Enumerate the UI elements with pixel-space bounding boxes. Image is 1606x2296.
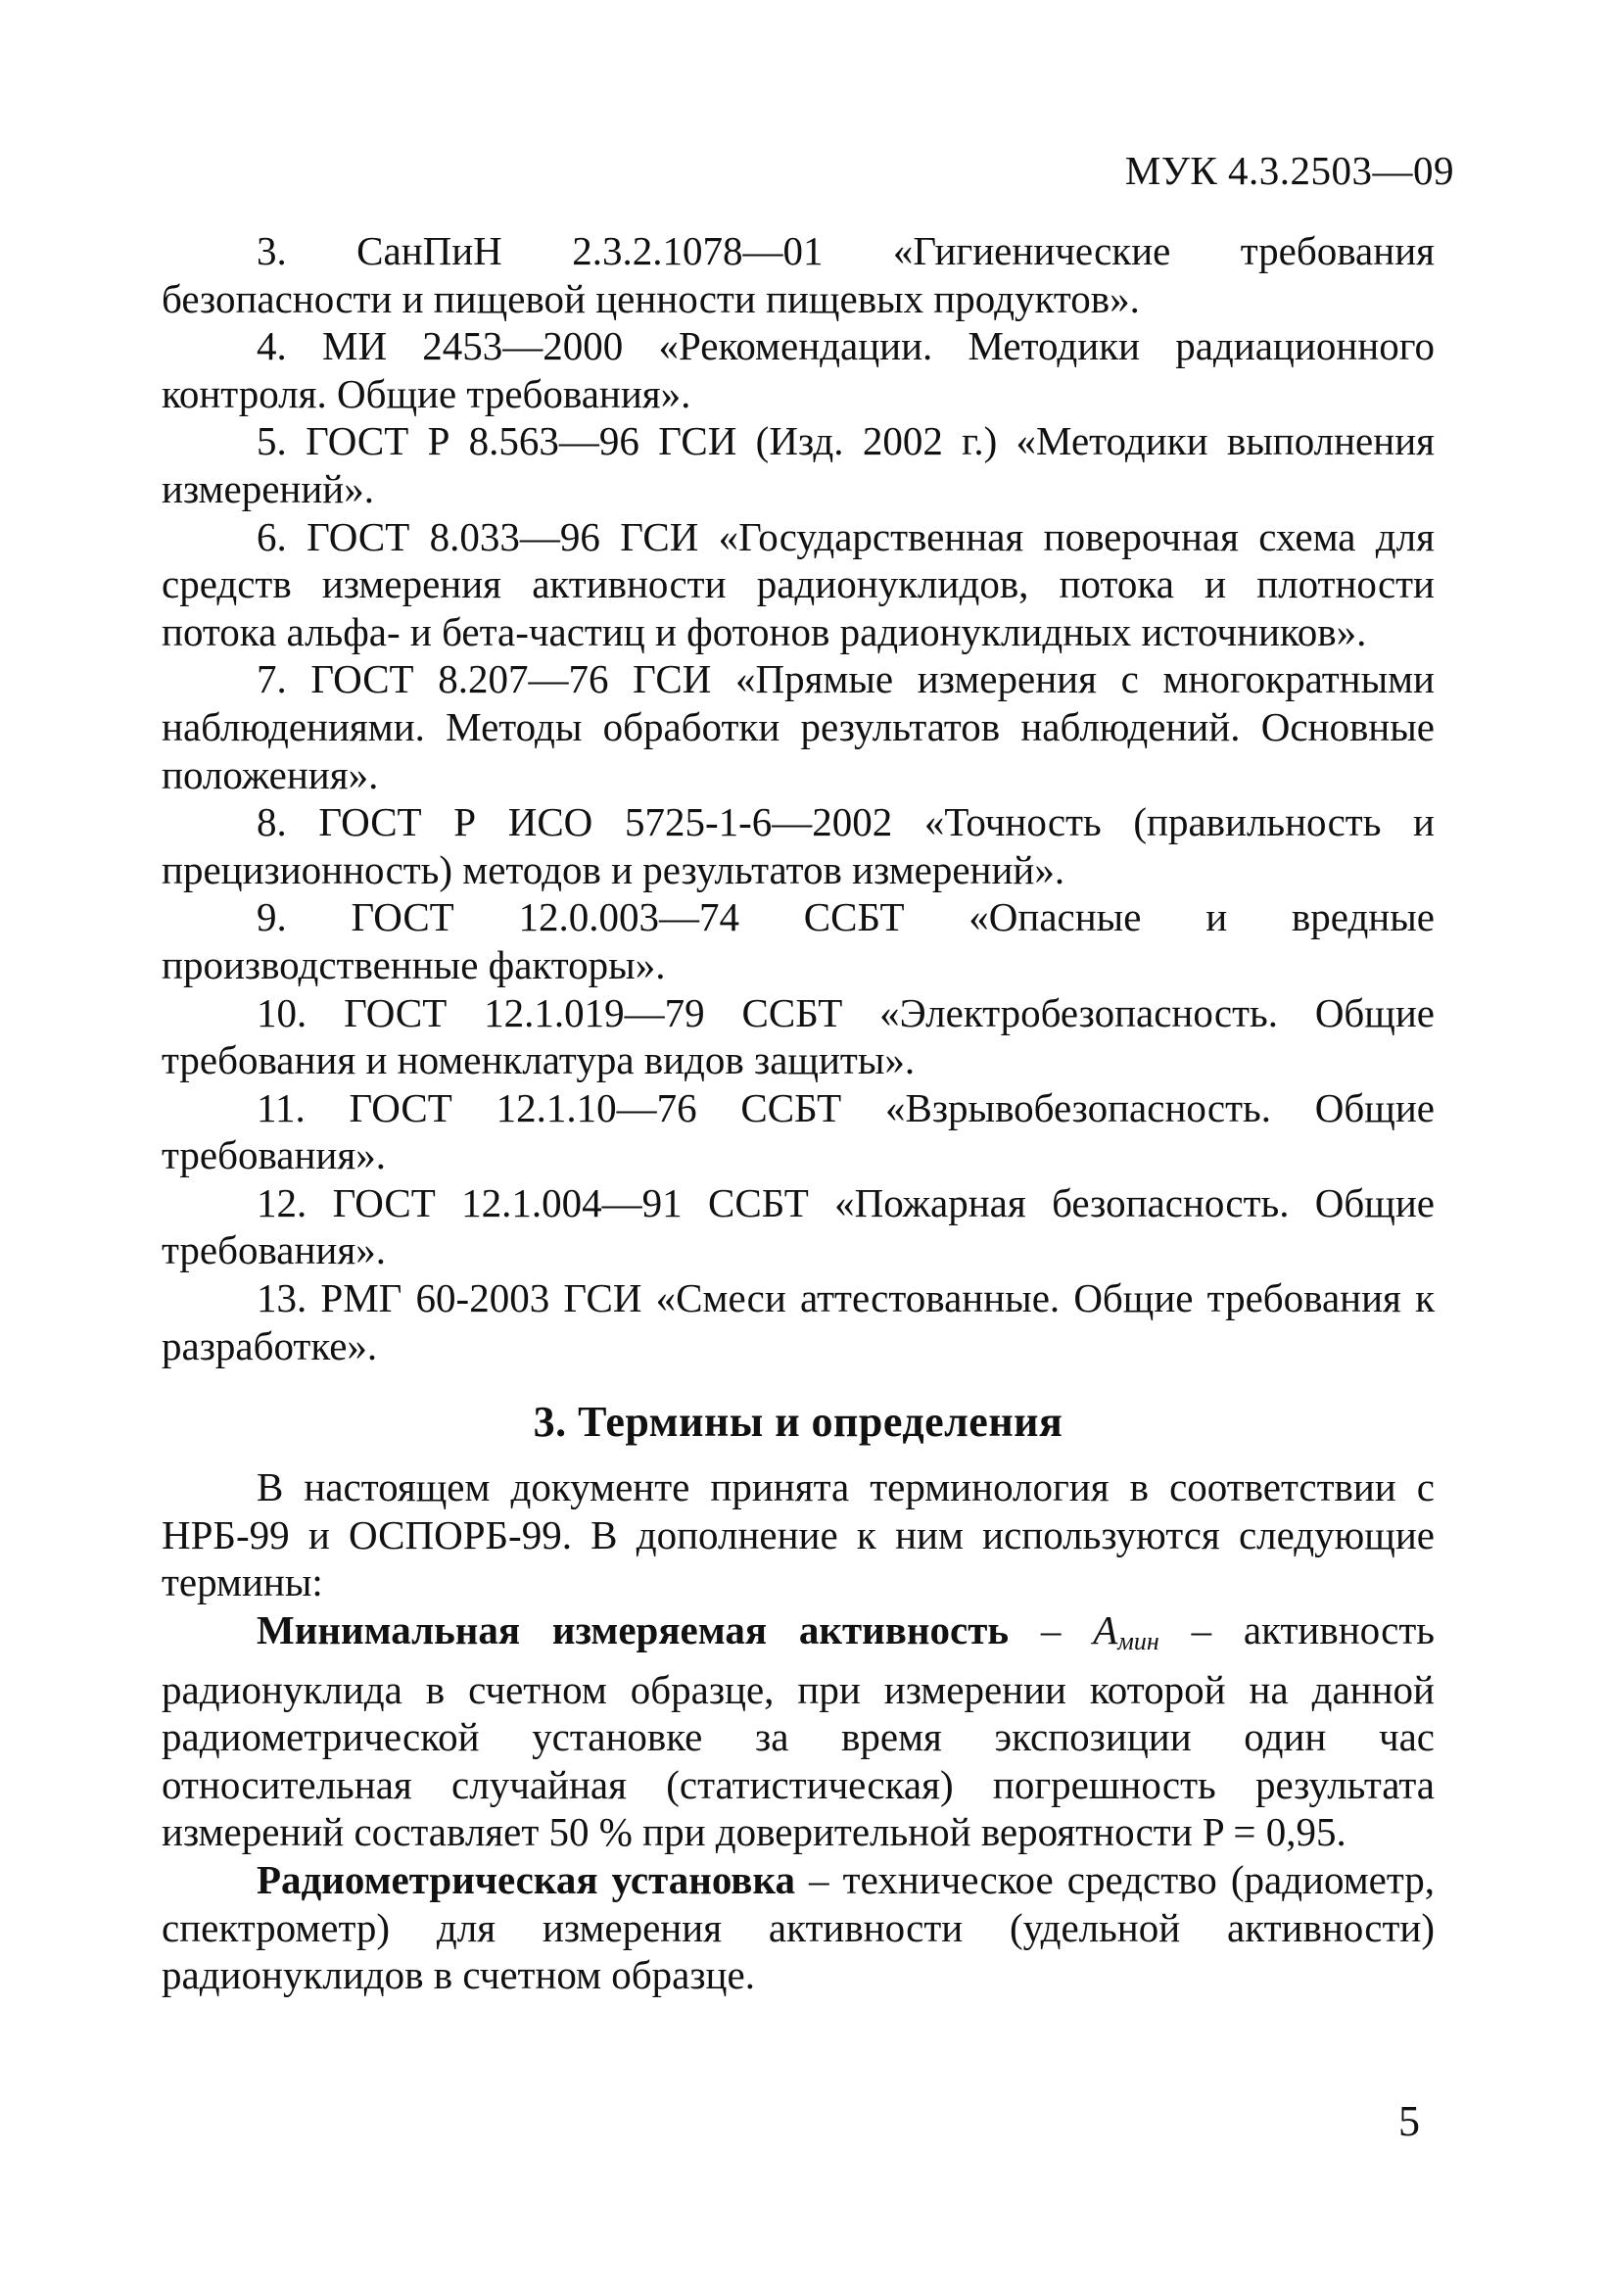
reference-item: 9. ГОСТ 12.0.003—74 ССБТ «Опасные и вредные производственные факторы».: [162, 894, 1435, 987]
reference-item: 10. ГОСТ 12.1.019—79 ССБТ «Электробезопасность. Общие требования и номенклатура видов защиты».: [162, 989, 1435, 1083]
reference-item: 6. ГОСТ 8.033—96 ГСИ «Государственная поверочная схема для средств измерения активности радионуклидов, потока и плотности потока альфа- и бета-частиц и фотонов радионуклидных источников».: [162, 513, 1435, 654]
section-intro: В настоящем документе принята терминология в соответствии с НРБ-99 и ОСПОРБ-99. В дополнение к ним используются следующие термины:: [162, 1464, 1435, 1605]
page-content: [162, 227, 1435, 1999]
reference-item: 13. РМГ 60-2003 ГСИ «Смеси аттестованные. Общие требования к разработке».: [162, 1275, 1435, 1368]
term-name: Минимальная измеряемая активность: [257, 1607, 1010, 1653]
term-definition-text: – техническое средство (радиометр, спектрометр) для измерения активности (удельной активности) радионуклидов в счетном образце.: [162, 1857, 1436, 1998]
reference-item: 5. ГОСТ Р 8.563—96 ГСИ (Изд. 2002 г.) «Методики выполнения измерений».: [162, 418, 1435, 511]
references-list: [162, 227, 1435, 1369]
term-definition-radiometric-unit: [162, 1856, 1435, 1999]
term-dash: –: [1009, 1607, 1094, 1653]
reference-item: 11. ГОСТ 12.1.10—76 ССБТ «Взрывобезопасность. Общие требования».: [162, 1084, 1435, 1178]
reference-item: 12. ГОСТ 12.1.004—91 ССБТ «Пожарная безопасность. Общие требования».: [162, 1179, 1435, 1273]
term-symbol: [1093, 1607, 1159, 1656]
symbol-base: A: [1093, 1607, 1118, 1653]
symbol-subscript: мин: [1117, 1627, 1159, 1656]
reference-item: 7. ГОСТ 8.207—76 ГСИ «Прямые измерения с многократными наблюдениями. Методы обработки результатов наблюдений. Основные положения».: [162, 656, 1435, 797]
term-definition-text: – активность радионуклида в счетном образце, при измерении которой на данной радиометрической установке за время экспозиции один час относительная случайная (статистическая) погрешность результата измерений составляет 50 % при доверительной вероятности P = 0,95.: [162, 1607, 1435, 1855]
term-name: Радиометрическая установка: [257, 1857, 795, 1902]
term-definition-min-activity: [162, 1606, 1435, 1856]
page-number: 5: [1398, 2097, 1420, 2145]
reference-item: 4. МИ 2453—2000 «Рекомендации. Методики радиационного контроля. Общие требования».: [162, 323, 1435, 416]
reference-item: 3. СанПиН 2.3.2.1078—01 «Гигиенические требования безопасности и пищевой ценности пищевых продуктов».: [162, 228, 1435, 321]
document-code-header: МУК 4.3.2503—09: [1124, 148, 1454, 193]
reference-item: 8. ГОСТ Р ИСО 5725-1-6—2002 «Точность (правильность и прецизионность) методов и результатов измерений».: [162, 799, 1435, 892]
section-title: 3. Термины и определения: [533, 1398, 1063, 1447]
